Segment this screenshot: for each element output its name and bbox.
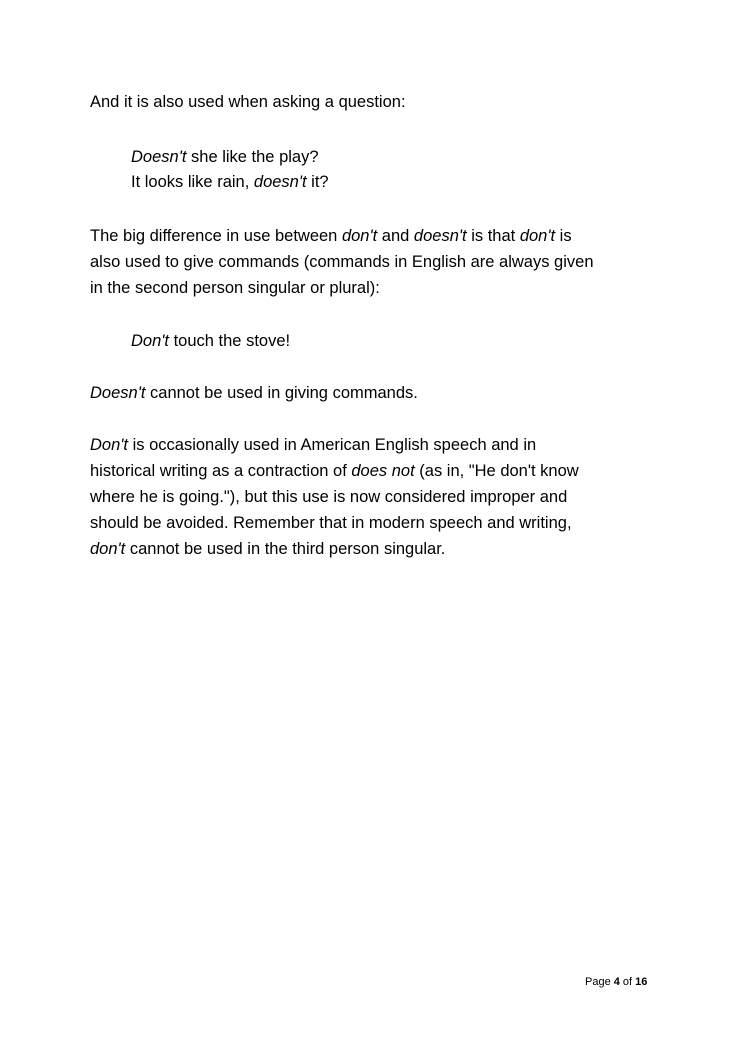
page-label: Page <box>585 976 614 988</box>
emphasis: Doesn't <box>90 384 146 402</box>
paragraph-usage-line-1 <box>90 435 536 455</box>
paragraph-difference-line-3: in the second person singular or plural): <box>90 279 380 297</box>
text: It looks like rain, <box>131 173 254 191</box>
text: cannot be used in the third person singular. <box>125 540 446 558</box>
emphasis: don't <box>341 227 378 245</box>
example-command <box>131 331 290 351</box>
of-label: of <box>619 976 636 988</box>
current-page: 4 <box>613 976 620 988</box>
emphasis: doesn't <box>253 173 307 191</box>
text: and <box>377 227 414 245</box>
emphasis: Don't <box>131 332 170 350</box>
total-pages: 16 <box>635 976 648 988</box>
text: is occasionally used in American English speech and in <box>128 436 537 454</box>
paragraph-doesnt-commands <box>90 383 418 403</box>
emphasis: does not <box>351 462 415 480</box>
paragraph-usage-line-5 <box>90 539 445 559</box>
paragraph-difference-line-1 <box>90 226 572 246</box>
text: touch the stove! <box>169 332 291 350</box>
example-question-1 <box>131 147 319 167</box>
text: cannot be used in giving commands. <box>145 384 418 402</box>
text: she like the play? <box>186 148 319 166</box>
emphasis: doesn't <box>413 227 467 245</box>
text: is <box>555 227 572 245</box>
text: historical writing as a contraction of <box>90 462 352 480</box>
paragraph-difference-line-2: also used to give commands (commands in English are always given <box>90 253 594 271</box>
text: The big difference in use between <box>90 227 342 245</box>
emphasis: Don't <box>90 436 129 454</box>
paragraph-usage-line-4: should be avoided. Remember that in modern speech and writing, <box>90 514 572 532</box>
emphasis: Doesn't <box>131 148 187 166</box>
paragraph-usage-line-2 <box>90 461 579 481</box>
emphasis: don't <box>90 540 126 558</box>
text: it? <box>306 173 329 191</box>
paragraph-usage-line-3: where he is going."), but this use is now considered improper and <box>90 488 568 506</box>
page-number-footer <box>585 976 647 988</box>
emphasis: don't <box>519 227 556 245</box>
example-question-2 <box>131 172 329 192</box>
paragraph-intro: And it is also used when asking a question: <box>90 93 406 111</box>
text: is that <box>466 227 520 245</box>
text: (as in, "He don't know <box>414 462 579 480</box>
